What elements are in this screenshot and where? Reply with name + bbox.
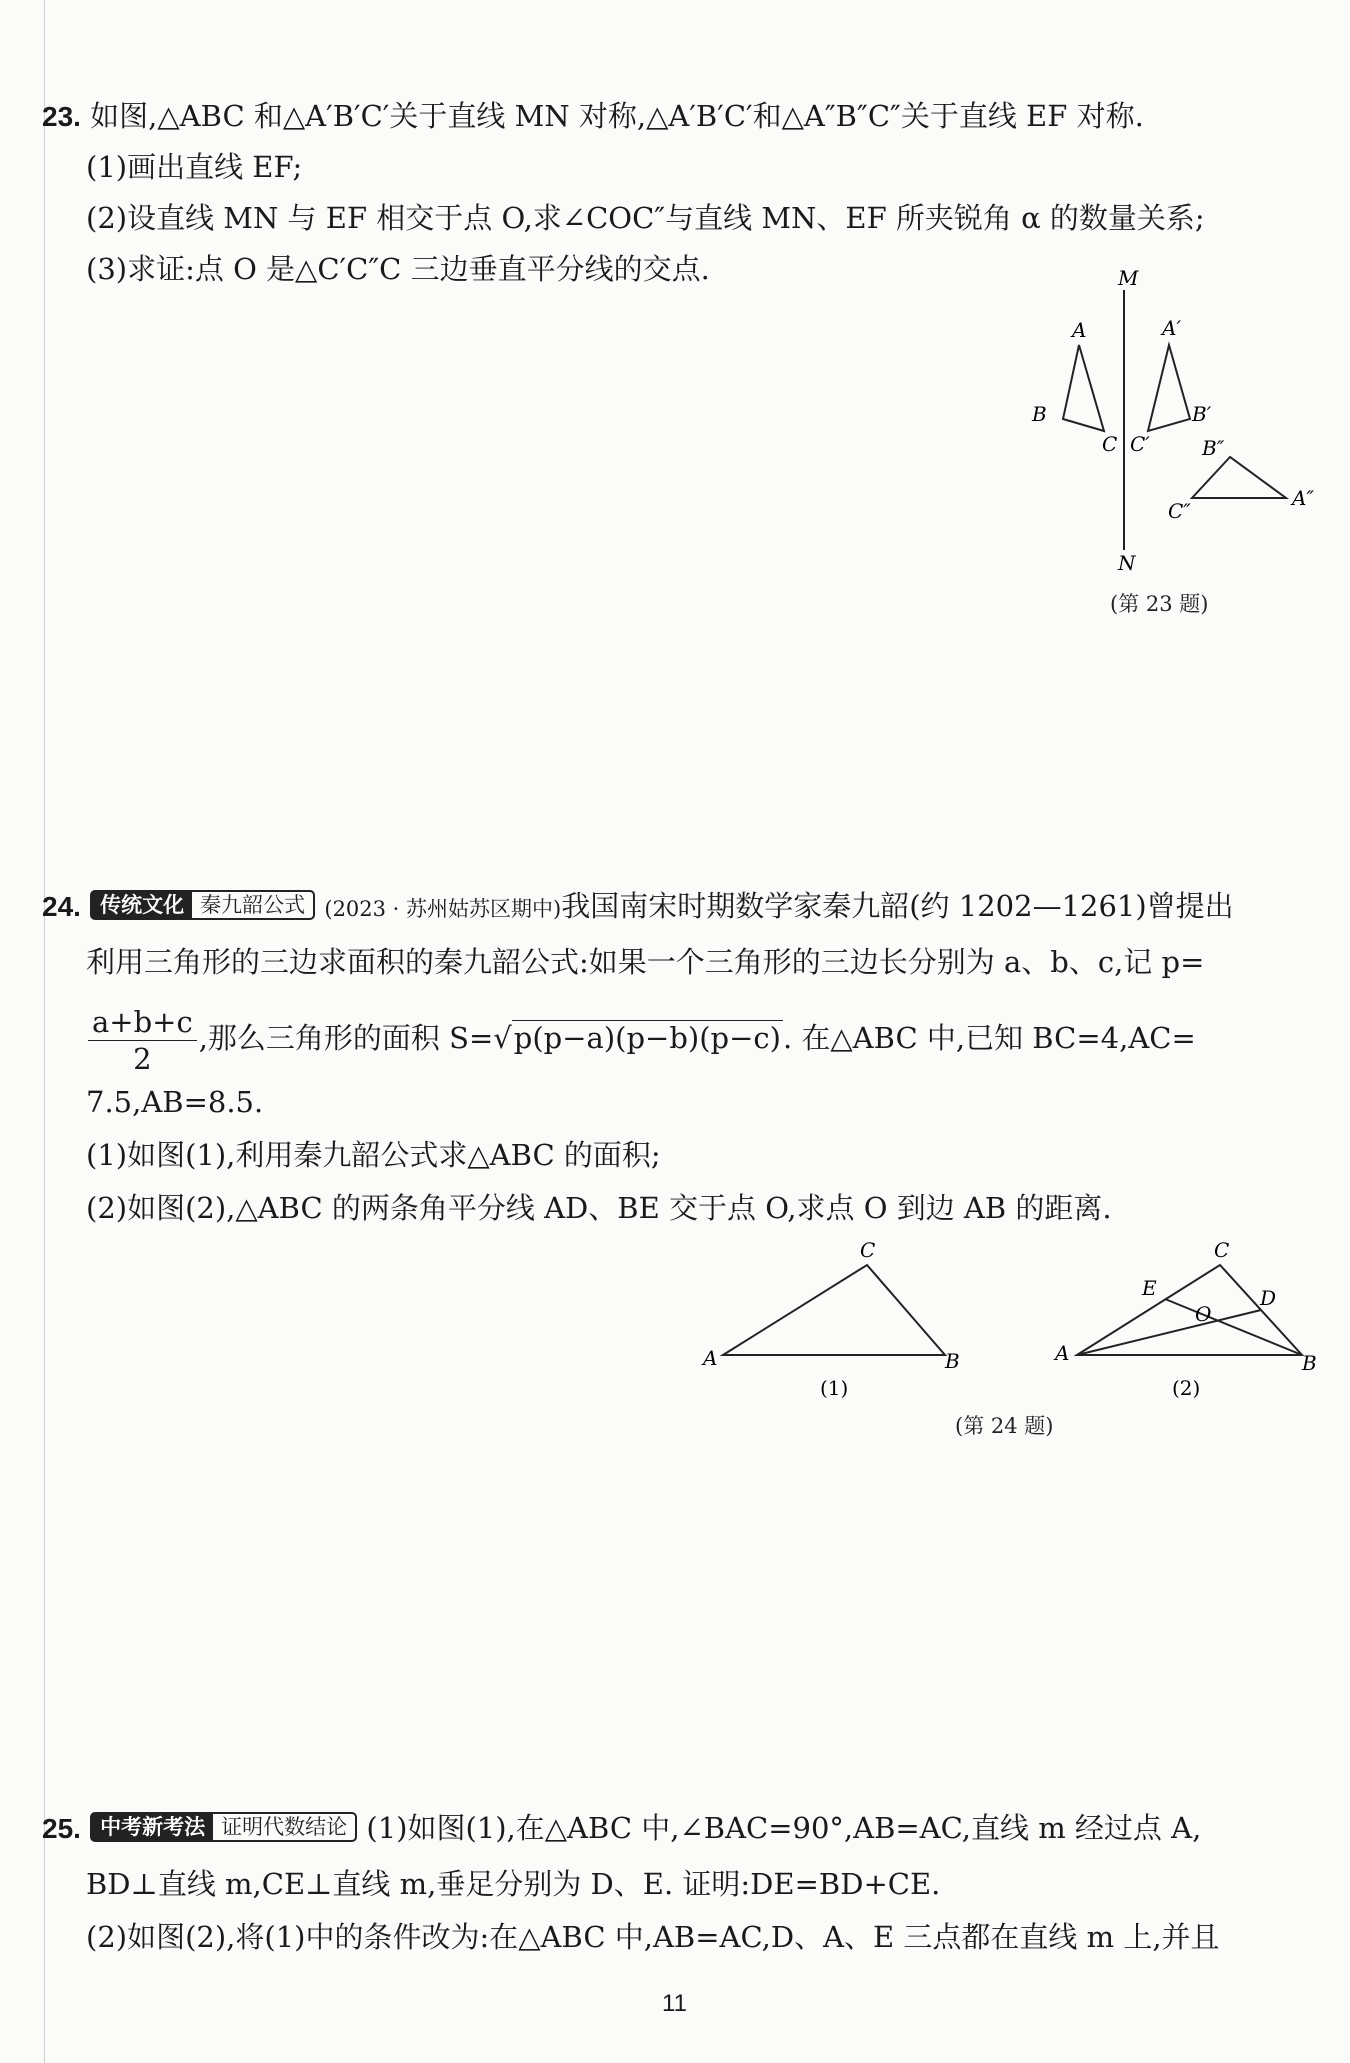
fig2-label-c: C [1214,1238,1230,1262]
q24-line1: 我国南宋时期数学家秦九韶(约 1202—1261)曾提出 [561,889,1234,923]
fig2-label: (2) [1172,1376,1201,1400]
label-c1: C′ [1130,432,1150,456]
q24-figure2 [1050,1235,1350,1400]
fig2-label-o: O [1195,1302,1212,1326]
q23-stem: 如图,△ABC 和△A′B′C′关于直线 MN 对称,△A′B′C′和△A″B″C″关于直线 EF 对称. [90,99,1144,133]
bisector-ad [1077,1310,1261,1355]
q24-caption: (第 24 题) [955,1414,1054,1438]
label-a: A [1072,318,1087,342]
q24-fraction [88,1004,197,1077]
fig2-label-b: B [1302,1351,1317,1375]
q24-tag [90,890,315,920]
fig2-label-e: E [1142,1276,1157,1300]
q25-tag-category: 中考新考法 [92,1814,213,1840]
q23-figure [1020,255,1350,585]
fig1-label: (1) [820,1376,849,1400]
q24-tag-category: 传统文化 [92,892,192,918]
label-a1: A′ [1162,316,1181,340]
q25-line3: (2)如图(2),将(1)中的条件改为:在△ABC 中,AB=AC,D、A、E 三点都在直线 m 上,并且 [86,1920,1220,1954]
label-m: M [1118,266,1139,290]
triangle-abc [1063,345,1104,431]
q24-number: 24. [42,891,81,922]
q24-first-line [42,886,1234,929]
q24-figure1 [700,1235,960,1400]
q25-tag-topic: 证明代数结论 [221,1815,348,1839]
q24-frac-num: a+b+c [88,1004,197,1041]
q25-tag [90,1812,357,1842]
q24-source: (2023 · 苏州姑苏区期中) [324,897,562,921]
q23-part3: (3)求证:点 O 是△C′C″C 三边垂直平分线的交点. [86,252,710,286]
q24-sqrt-body: p(p−a)(p−b)(p−c) [513,1021,781,1055]
label-c: C [1102,432,1118,456]
triangle-a2b2c2 [1192,457,1286,498]
bisector-be [1165,1299,1302,1355]
q25-line1: (1)如图(1),在△ABC 中,∠BAC=90°,AB=AC,直线 m 经过点 A, [366,1811,1202,1845]
fig1-label-b: B [945,1349,960,1373]
q25-line2: BD⊥直线 m,CE⊥直线 m,垂足分别为 D、E. 证明:DE=BD+CE. [86,1867,941,1901]
triangle-a1b1c1 [1148,345,1190,431]
q23-caption: (第 23 题) [1110,592,1209,616]
label-c2: C″ [1168,499,1191,523]
q23-part2: (2)设直线 MN 与 EF 相交于点 O,求∠COC″与直线 MN、EF 所夹锐角 α 的数量关系; [86,201,1205,235]
margin-line [44,0,45,2063]
fig2-label-a: A [1055,1341,1070,1365]
q24-line2: 利用三角形的三边求面积的秦九韶公式:如果一个三角形的三边长分别为 a、b、c,记 p= [86,945,1205,979]
triangle-abc-fig1 [723,1265,945,1355]
q25-first-line [42,1808,1201,1849]
q24-line3a: ,那么三角形的面积 S=√ [198,1021,512,1055]
q24-line3b: . 在△ABC 中,已知 BC=4,AC= [782,1021,1196,1055]
fig1-label-c: C [860,1238,876,1262]
q23-number: 23. [42,101,81,132]
q24-part2: (2)如图(2),△ABC 的两条角平分线 AD、BE 交于点 O,求点 O 到边 AB 的距离. [86,1191,1112,1225]
label-b: B [1032,402,1047,426]
q25-number: 25. [42,1813,81,1844]
q24-line3 [86,1000,1196,1077]
fig2-label-d: D [1260,1286,1277,1310]
page-number: 11 [662,1990,687,2017]
fig1-label-a: A [703,1346,718,1370]
q24-tag-topic: 秦九韶公式 [200,893,306,917]
q24-frac-den: 2 [133,1041,152,1076]
q23-stem-line [42,96,1144,137]
q24-line4: 7.5,AB=8.5. [86,1085,264,1119]
label-b1: B′ [1192,402,1212,426]
q23-part1: (1)画出直线 EF; [86,150,303,184]
label-n: N [1118,551,1136,575]
label-b2: B″ [1202,436,1225,460]
q24-part1: (1)如图(1),利用秦九韶公式求△ABC 的面积; [86,1138,661,1172]
label-a2: A″ [1292,486,1314,510]
